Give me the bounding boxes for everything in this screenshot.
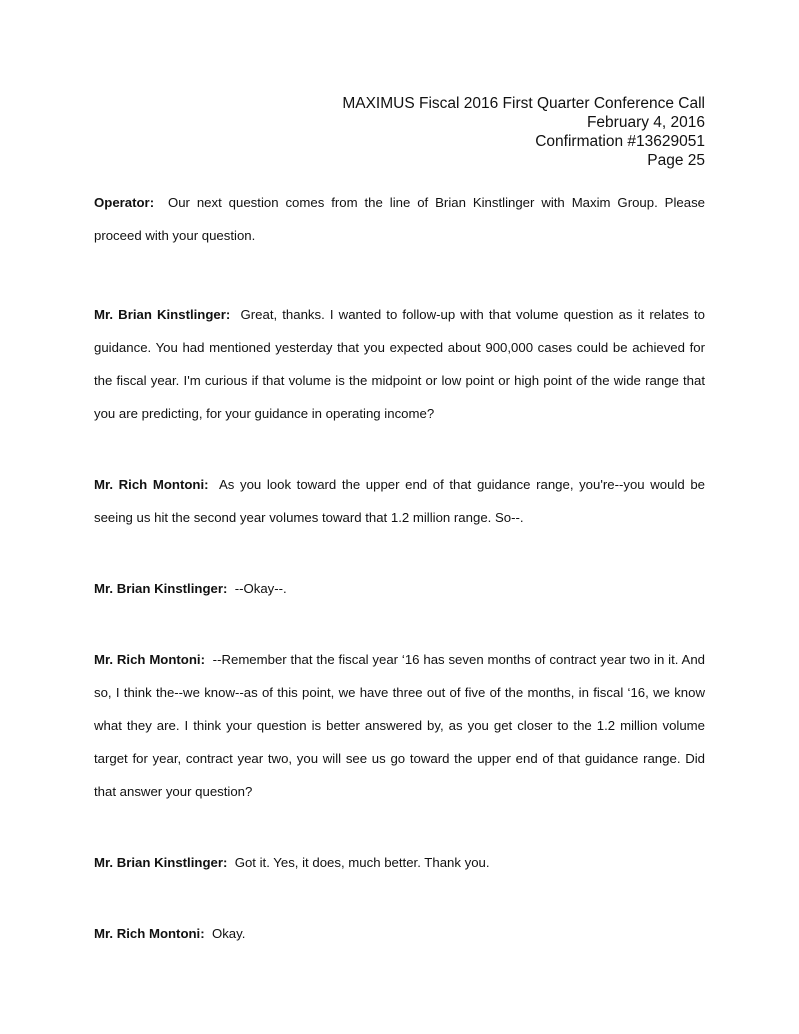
speaker-name: Mr. Rich Montoni:: [94, 477, 209, 492]
transcript-paragraph: [94, 846, 705, 879]
speaker-name: Mr. Brian Kinstlinger:: [94, 307, 231, 322]
speaker-name: Mr. Rich Montoni:: [94, 926, 205, 941]
speaker-name: Mr. Brian Kinstlinger:: [94, 855, 228, 870]
transcript-paragraph: [94, 468, 705, 534]
speech-text: Our next question comes from the line of Brian Kinstlinger with Maxim Group. Please proceed with your question.: [94, 195, 705, 243]
transcript-paragraph: [94, 186, 705, 252]
call-date: February 4, 2016: [586, 114, 705, 131]
transcript-paragraph: [94, 917, 705, 950]
page-number: Page 25: [647, 152, 705, 169]
transcript-paragraph: [94, 298, 705, 430]
confirmation-number: Confirmation #13629051: [535, 133, 705, 150]
speaker-name: Operator:: [94, 195, 155, 210]
document-title: MAXIMUS Fiscal 2016 First Quarter Conference Call: [342, 95, 705, 112]
transcript-paragraph: [94, 572, 705, 605]
speech-text: Okay.: [211, 926, 246, 941]
transcript-body: [94, 186, 705, 950]
speech-text: As you look toward the upper end of that guidance range, you're--you would be seeing us hit the second year volumes toward that 1.2 million range. So--.: [94, 477, 705, 525]
speaker-name: Mr. Rich Montoni:: [94, 652, 205, 667]
speech-text: --Okay--.: [234, 581, 287, 596]
speech-text: Great, thanks. I wanted to follow-up with that volume question as it relates to guidance. You had mentioned yesterday that you expected about 900,000 cases could be achieved for the fiscal year. I'm curious if that volume is the midpoint or low point or high point of the wide range that you are predicting, for your guidance in operating income?: [94, 307, 706, 421]
page-header: [342, 94, 705, 170]
transcript-paragraph: [94, 643, 705, 808]
speaker-name: Mr. Brian Kinstlinger:: [94, 581, 228, 596]
speech-text: --Remember that the fiscal year ‘16 has seven months of contract year two in it. And so, I think the--we know--as of this point, we have three out of five of the months, in fiscal ‘16, we know what they are. I think your question is better answered by, as you get closer to the 1.2 million volume target for year, contract year two, you will see us go toward the upper end of that guidance range. Did that answer your question?: [94, 652, 705, 799]
speech-text: Got it. Yes, it does, much better. Thank you.: [234, 855, 490, 870]
